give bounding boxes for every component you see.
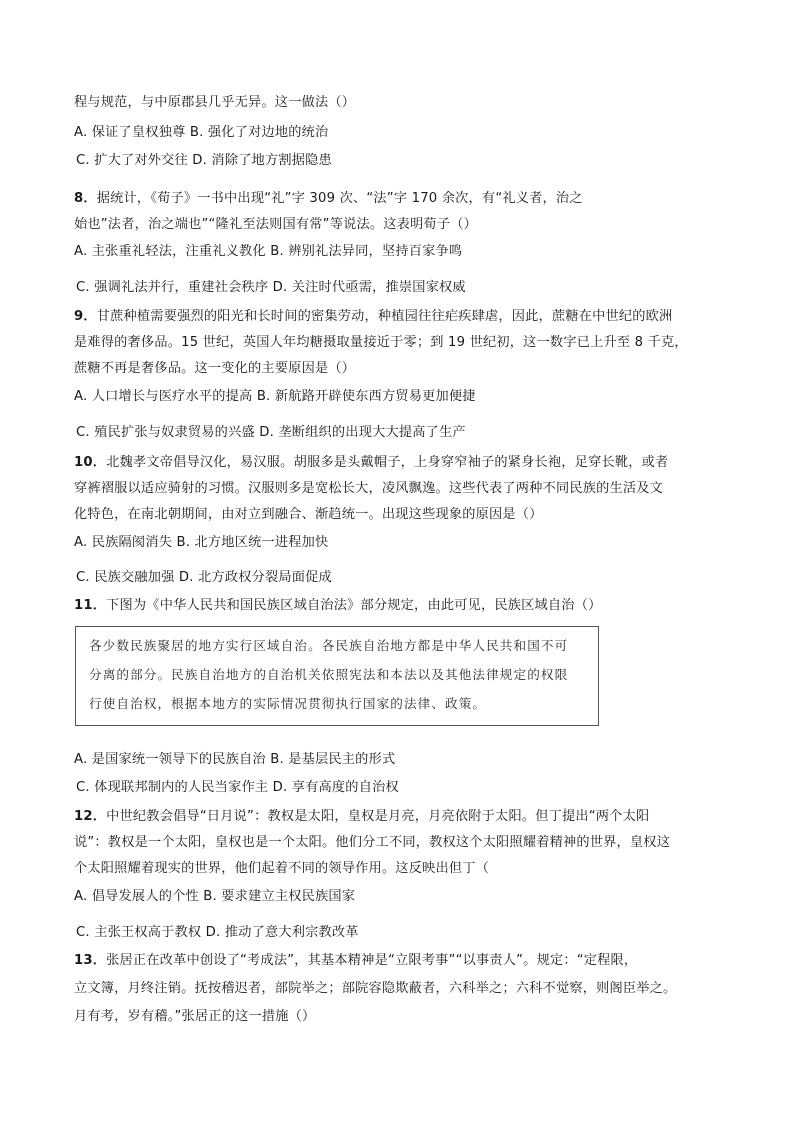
q10-stem-line-1 bbox=[74, 454, 668, 472]
q8-stem-text-1: 据统计，《荀子》一书中出现“礼”字 309 次、“法”字 170 余次，有“礼义者，治之 bbox=[96, 191, 583, 206]
q10-stem-line-3: 化特色，在南北朝期间，由对立到融合、渐趋统一。出现这些现象的原因是（） bbox=[74, 507, 543, 522]
law-excerpt-box bbox=[75, 626, 599, 726]
q9-stem-text-1: 甘蔗种植需要强烈的阳光和长时间的密集劳动，种植园往往疟疾肆虐，因此，蔗糖在中世纪的欧洲 bbox=[96, 309, 673, 324]
q12-stem-text-1: 中世纪教会倡导“日月说”：教权是太阳，皇权是月亮，月亮依附于太阳。但丁提出“两个太阳 bbox=[106, 809, 650, 824]
q10-stem-line-2: 穿裤褶服以适应骑射的习惯。汉服则多是宽松长大，凌风飘逸。这些代表了两种不同民族的生活及文 bbox=[74, 481, 664, 496]
q12-stem-line-1 bbox=[74, 808, 649, 826]
q8-stem-line-2: 始也”法者，治之端也”“隆礼至法则国有常”等说法。这表明荀子（） bbox=[74, 217, 477, 232]
q9-number: 9． bbox=[74, 309, 97, 324]
q12-number: 12． bbox=[74, 809, 107, 824]
q9-stem-line-2: 是难得的奢侈品。15 世纪，英国人年均糖摄取量接近于零；到 19 世纪初，这一数字已上升至 8 千克， bbox=[74, 335, 688, 350]
law-excerpt-line-1: 各少数民族聚居的地方实行区域自治。各民族自治地方都是中华人民共和国不可 bbox=[89, 638, 569, 653]
q8-number: 8． bbox=[74, 191, 97, 206]
q13-stem-line-3: 月有考，岁有稽。”张居正的这一措施（） bbox=[74, 1009, 316, 1024]
q13-number: 13． bbox=[74, 953, 107, 968]
q10-stem-text-1: 北魏孝文帝倡导汉化，易汉服。胡服多是头戴帽子，上身穿窄袖子的紧身长袍，足穿长靴，或者 bbox=[106, 455, 669, 470]
q9-stem-line-1 bbox=[74, 308, 672, 326]
law-excerpt-line-3: 行使自治权，根据本地方的实际情况贯彻执行国家的法律、政策。 bbox=[89, 696, 487, 711]
q13-stem-line-2: 立文簿，月终注销。抚按稽迟者，部院举之；部院容隐欺蔽者，六科举之；六科不觉察，则阁臣举之。 bbox=[74, 981, 677, 996]
q9-options-cd: C. 殖民扩张与奴隶贸易的兴盛 D. 垄断组织的出现大大提高了生产 bbox=[76, 425, 466, 440]
q11-options-ab: A. 是国家统一领导下的民族自治 B. 是基层民主的形式 bbox=[74, 752, 396, 767]
q10-options-cd: C. 民族交融加强 D. 北方政权分裂局面促成 bbox=[76, 570, 332, 585]
q8-options-cd: C. 强调礼法并行，重建社会秩序 D. 关注时代亟需，推崇国家权威 bbox=[76, 280, 466, 295]
q12-stem-line-2: 说”：教权是一个太阳，皇权也是一个太阳。他们分工不同，教权这个太阳照耀着精神的世界，皇权这 bbox=[74, 835, 671, 850]
q7-options-cd: C. 扩大了对外交往 D. 消除了地方割据隐患 bbox=[76, 153, 332, 168]
q11-options-cd: C. 体现联邦制内的人民当家作主 D. 享有高度的自治权 bbox=[76, 780, 399, 795]
q11-number: 11． bbox=[74, 598, 107, 613]
q11-stem-line-1 bbox=[74, 597, 601, 615]
q10-number: 10． bbox=[74, 455, 107, 470]
q11-stem-text: 下图为《中华人民共和国民族区域自治法》部分规定，由此可见，民族区域自治（） bbox=[106, 598, 602, 613]
q12-options-ab: A. 倡导发展人的个性 B. 要求建立主权民族国家 bbox=[74, 889, 356, 904]
q9-options-ab: A. 人口增长与医疗水平的提高 B. 新航路开辟使东西方贸易更加便捷 bbox=[74, 389, 476, 404]
q7-options-ab: A. 保证了皇权独尊 B. 强化了对边地的统治 bbox=[74, 125, 329, 140]
q10-options-ab: A. 民族隔阂消失 B. 北方地区统一进程加快 bbox=[74, 535, 329, 550]
law-excerpt-line-2: 分离的部分。民族自治地方的自治机关依照宪法和本法以及其他法律规定的权限 bbox=[89, 667, 569, 682]
q8-stem-line-1 bbox=[74, 190, 583, 208]
q13-stem-text-1: 张居正在改革中创设了“考成法”，其基本精神是“立限考事”“以事责人”。规定：“定程限， bbox=[106, 953, 638, 968]
q8-options-ab: A. 主张重礼轻法，注重礼义教化 B. 辨别礼法异同，坚持百家争鸣 bbox=[74, 244, 463, 259]
q7-stem-tail: 程与规范，与中原郡县几乎无异。这一做法（） bbox=[74, 95, 356, 110]
q13-stem-line-1 bbox=[74, 952, 637, 970]
q9-stem-line-3: 蔗糖不再是奢侈品。这一变化的主要原因是（） bbox=[74, 361, 356, 376]
q12-stem-line-3: 个太阳照耀着现实的世界，他们起着不同的领导作用。这反映出但丁（ bbox=[74, 861, 490, 876]
q12-options-cd: C. 主张王权高于教权 D. 推动了意大利宗教改革 bbox=[76, 925, 359, 940]
